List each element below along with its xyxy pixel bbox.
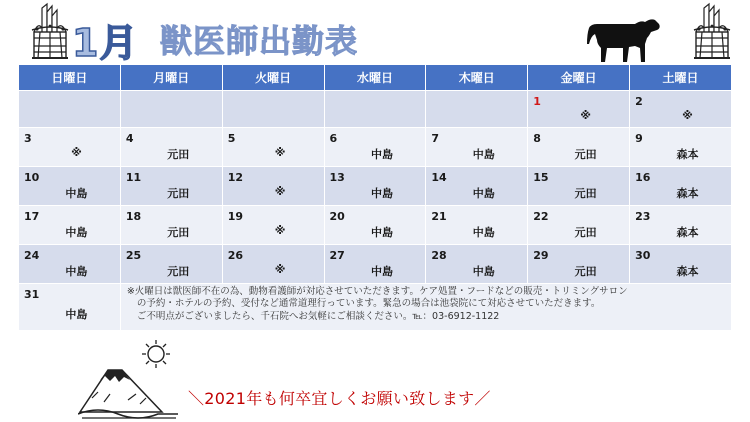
day-number: 27 [329,249,345,262]
staff-name: 中島 [65,226,88,239]
day-number: 19 [227,210,243,223]
day-number: 10 [24,171,40,184]
staff-name: 元田 [167,187,190,200]
day-cell [630,206,732,245]
day-cell [324,167,426,206]
day-number: 4 [125,132,134,145]
notice-text [120,284,731,331]
staff-name: 森本 [676,148,699,161]
staff-name: ※ [274,263,286,276]
day-number: 18 [125,210,142,223]
staff-name: 中島 [370,187,393,200]
day-cell [528,245,630,284]
staff-name: 中島 [472,148,495,161]
weekday-header: 日曜日 [19,65,121,91]
day-cell [120,128,222,167]
day-number: 26 [227,249,243,262]
day-cell [324,128,426,167]
day-number: 29 [533,249,549,262]
day-number: 7 [431,132,440,145]
day-cell [222,128,324,167]
day-cell [426,128,528,167]
staff-name: 元田 [574,187,597,200]
weekday-header: 水曜日 [324,65,426,91]
weekday-header-row [19,65,732,91]
day-cell [630,167,732,206]
day-cell [426,91,528,128]
week-row [19,284,732,331]
day-number: 22 [533,210,549,223]
weekday-header: 月曜日 [120,65,222,91]
day-cell [528,128,630,167]
day-cell [120,206,222,245]
staff-name: 森本 [676,226,699,239]
day-cell [222,245,324,284]
staff-name: 中島 [472,265,495,278]
weekday-header: 金曜日 [528,65,630,91]
staff-name: ※ [682,109,693,122]
staff-name: 元田 [167,226,190,239]
week-row [19,167,732,206]
day-number: 25 [125,249,142,262]
day-cell [19,167,121,206]
day-cell [120,167,222,206]
day-cell [528,206,630,245]
schedule-calendar [18,64,732,331]
day-number: 5 [227,132,236,145]
page-title: 獣医師出勤表 [160,22,359,60]
weekday-header: 土曜日 [630,65,732,91]
day-number: 20 [329,210,345,223]
notice-line: ※火曜日は獣医師不在の為、動物看護師が対応させていただきます。ケア処置・フードなどの販売・トリミングサロン [126,286,628,297]
day-number: 6 [329,132,338,145]
sun-icon [142,340,170,368]
staff-name: 中島 [65,265,88,278]
week-row [19,91,732,128]
staff-name: ※ [274,185,286,198]
kadomatsu-icon [28,2,72,66]
staff-name: 中島 [65,308,88,321]
day-cell [630,128,732,167]
day-cell [630,91,732,128]
day-number: 24 [24,249,40,262]
day-number: 3 [24,132,32,145]
day-number: 16 [635,171,651,184]
day-cell [120,245,222,284]
day-number: 11 [125,171,142,184]
day-number: 15 [533,171,549,184]
day-cell [19,206,121,245]
day-number: 21 [431,210,447,223]
new-year-greeting: ＼2021年も何卒宜しくお願い致します／ [188,389,491,408]
day-cell [222,91,324,128]
day-number: 12 [227,171,243,184]
weekday-header: 木曜日 [426,65,528,91]
day-cell [222,206,324,245]
day-cell [19,245,121,284]
staff-name: ※ [580,109,591,122]
day-cell [19,128,121,167]
staff-name: 中島 [472,226,495,239]
day-number: 14 [431,171,447,184]
day-cell [528,91,630,128]
day-number: 9 [635,132,643,145]
day-number: 13 [329,171,345,184]
staff-name: 元田 [574,226,597,239]
week-row [19,245,732,284]
day-cell [426,206,528,245]
day-cell [324,91,426,128]
staff-name: 森本 [676,265,699,278]
staff-name: 元田 [167,148,190,161]
day-cell [426,167,528,206]
day-number: 8 [533,132,541,145]
staff-name: 中島 [370,148,393,161]
staff-name: ※ [274,224,286,237]
day-cell [120,91,222,128]
day-cell [426,245,528,284]
day-cell [19,91,121,128]
mount-fuji-icon [78,340,180,420]
day-cell [324,245,426,284]
day-cell [19,284,121,331]
week-row [19,128,732,167]
staff-name: 元田 [167,265,190,278]
day-cell [222,167,324,206]
notice-line: の予約・ホテルの予約、受付など通常道理行っています。緊急の場合は池袋院にて対応させていただきます。 [136,298,601,310]
day-number: 1 [533,95,541,108]
staff-name: ※ [71,146,82,159]
weekday-header: 火曜日 [222,65,324,91]
week-row [19,206,732,245]
month-title: 1月 [72,21,139,65]
staff-name: 元田 [574,148,597,161]
day-cell [630,245,732,284]
cow-icon [585,14,663,66]
day-number: 31 [24,288,40,301]
staff-name: 中島 [65,187,88,200]
kadomatsu-icon [690,2,734,66]
day-cell [528,167,630,206]
staff-name: 元田 [574,265,597,278]
staff-name: 森本 [676,187,699,200]
day-number: 17 [24,210,40,223]
staff-name: 中島 [472,187,495,200]
day-number: 28 [431,249,447,262]
day-number: 30 [635,249,651,262]
staff-name: 中島 [370,226,393,239]
day-cell [324,206,426,245]
day-number: 2 [635,95,643,108]
notice-line: ご不明点がございましたら、千石院へお気軽にご相談ください。℡：03-6912-1122 [136,310,500,322]
staff-name: ※ [274,146,286,159]
staff-name: 中島 [370,265,393,278]
day-number: 23 [635,210,651,223]
